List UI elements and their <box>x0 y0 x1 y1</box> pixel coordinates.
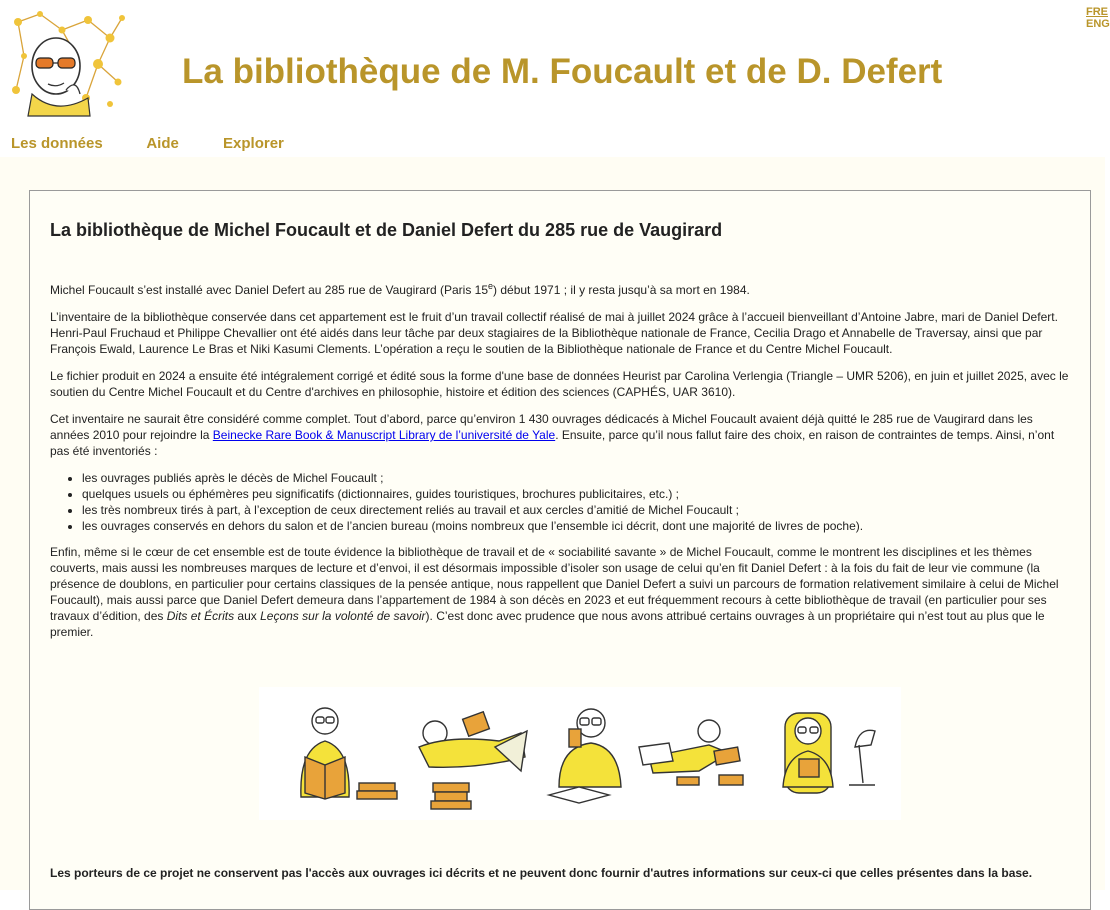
list-item: • quelques usuels ou éphémères peu significatifs (dictionnaires, guides touristiques, brochures publicitaires, etc.) ; <box>82 486 1072 502</box>
paragraph-3: Le fichier produit en 2024 a ensuite été intégralement corrigé et édité sous la forme d'une base de données Heurist par Carolina Verlengia (Triangle – UMR 5206), en juin et juillet 2025, avec le soutien du Centre Michel Foucault et du Centre d'archives en philosophie, histoire et édition des sciences (CAPHÉS, UAR 3610). <box>50 369 1069 399</box>
lang-en-link[interactable]: ENG <box>1086 18 1110 30</box>
reader-figure-2 <box>419 712 527 809</box>
list-item: • les ouvrages conservés en dehors du salon et de l’ancien bureau (moins nombreux que l’ensemble ici décrit, dont une majorité de livres de poche). <box>82 518 1072 534</box>
list-item: • les très nombreux tirés à part, à l’exception de ceux directement reliés au travail et aux cercles d’amitié de Michel Foucault ; <box>82 502 1072 518</box>
main-content-panel <box>29 190 1091 910</box>
beinecke-library-link[interactable]: Beinecke Rare Book & Manuscript Library de l’université de Yale <box>212 428 556 442</box>
nav-explorer[interactable]: Explorer <box>223 135 284 152</box>
main-nav <box>11 135 324 152</box>
list-item: • les ouvrages publiés après le décès de Michel Foucault ; <box>82 470 1072 486</box>
site-logo[interactable] <box>10 8 125 116</box>
site-title: La bibliothèque de M. Foucault et de D. Defert <box>182 52 943 91</box>
reader-figure-5 <box>783 713 875 793</box>
lang-fr-link[interactable]: FRE <box>1086 6 1108 18</box>
exclusions-list <box>50 470 1072 534</box>
nav-aide[interactable]: Aide <box>146 135 179 152</box>
paragraph-4: Cet inventaire ne saurait être considéré comme complet. Tout d’abord, parce qu’environ 1 430 ouvrages dédicacés à Michel Foucault avaient déjà quitté le 285 rue de Vaugirard dans les années 2010 pour rejoindre la Beinecke Rare Book & Manuscript Library de l’université de Yale. Ensuite, parce qu’il nous fallut faire des choix, en raison de contraintes de temps. Ainsi, n’ont pas été inventoriés : <box>50 412 1055 458</box>
paragraph-5: Enfin, même si le cœur de cet ensemble est de toute évidence la bibliothèque de travail et de « sociabilité savante » de Michel Foucault, comme le montrent les disciplines et les thèmes couverts, mais aussi les nombreuses marques de lecture et d’envoi, il est désormais impossible d’isoler son usage de celui qu’en fit Daniel Defert : à la fois du fait de leur vie commune (la présence de doublons, en particulier pour certains classiques de la pensée antique, nous rappellent que Daniel Defert a suivi un parcours de formation relativement similaire à celui de Michel Foucault), mais aussi parce que Daniel Defert demeura dans l’appartement de 1984 à son décès en 2023 et eut fréquemment recours à cette bibliothèque de travail (en particulier pour ses travaux d’édition, des Dits et Écrits aux Leçons sur la volonté de savoir). C’est donc avec prudence que nous avons attribué certains ouvrages à un propriétaire qui n’est tout au plus que le premier. <box>50 545 1059 639</box>
paragraph-1: Michel Foucault s’est installé avec Daniel Defert au 285 rue de Vaugirard (Paris 15e) début 1971 ; il y resta jusqu’à sa mort en 1984. <box>50 281 750 297</box>
language-switch <box>1086 6 1110 30</box>
page-heading: La bibliothèque de Michel Foucault et de Daniel Defert du 285 rue de Vaugirard <box>50 220 723 240</box>
reader-figure-4 <box>639 720 743 785</box>
readers-illustration <box>259 687 901 820</box>
access-notice: Les porteurs de ce projet ne conservent pas l'accès aux ouvrages ici décrits et ne peuvent donc fournir d'autres informations sur ceux-ci que celles présentes dans la base. <box>50 866 1033 880</box>
reader-figure-1 <box>301 708 397 799</box>
intro-text <box>50 278 1072 651</box>
paragraph-2: L’inventaire de la bibliothèque conservée dans cet appartement est le fruit d’un travail collectif réalisé de mai à juillet 2024 grâce à l’accueil bienveillant d’Antoine Jabre, mari de Daniel Defert. Henri-Paul Fruchaud et Philippe Chevallier ont été aidés dans leur tâche par deux stagiaires de la Bibliothèque nationale de France, Cecilia Drago et Annabelle de Traversay, ainsi que par François Ewald, Laurence Le Bras et Niki Kasumi Clements. L’opération a reçu le soutien de la Bibliothèque nationale de France et du Centre Michel Foucault. <box>50 310 1058 356</box>
reader-figure-3 <box>549 709 621 803</box>
nav-les-donnees[interactable]: Les données <box>11 135 103 152</box>
